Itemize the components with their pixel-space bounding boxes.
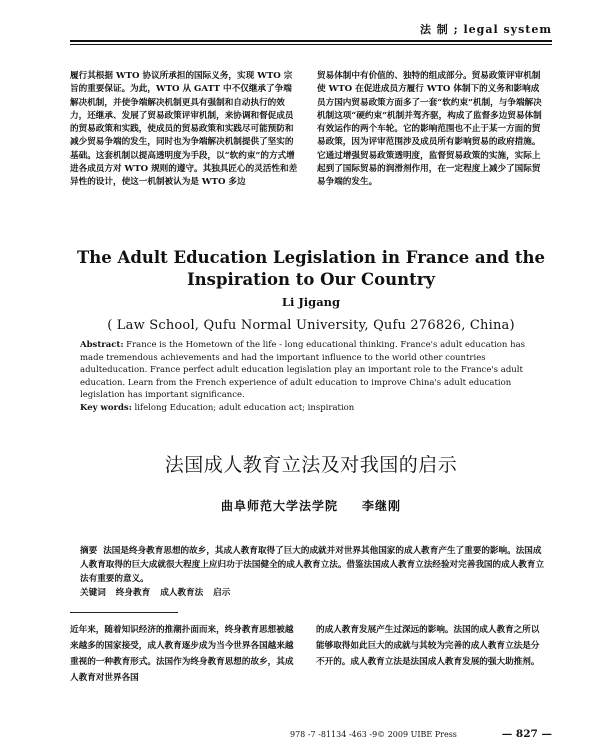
english-abstract-paragraph: [80, 339, 550, 402]
chinese-keyword-2: 成人教育法: [160, 588, 204, 598]
body-right-text: 的成人教育发展产生过深远的影响。法国的成人教育之所以能够取得如此巨大的成就与其较为完善的成人教育立法是分不开的。成人教育立法是法国成人教育发展的强大助推剂。: [316, 625, 540, 667]
chinese-abstract-label: 摘要: [80, 546, 98, 556]
chinese-keywords-label: 关键词: [80, 588, 106, 598]
english-affiliation: ( Law School, Qufu Normal University, Qufu 276826, China): [107, 318, 515, 333]
body-columns: [70, 622, 552, 702]
running-head: [70, 20, 552, 40]
chinese-author: 李继刚: [362, 499, 402, 513]
section-divider: [70, 612, 178, 613]
header-rule-thick: [70, 40, 552, 42]
chinese-byline: [70, 497, 552, 514]
english-keywords-label: Key words:: [80, 402, 132, 413]
chinese-abstract: [80, 544, 550, 600]
english-keywords: [80, 402, 550, 415]
english-abstract-text: France is the Hometown of the life - long educational thinking. France's adult education has made tremendous achievements and had the important influence to the world other countries adulteducation. France perfect adult education legislation play an important role to the France's adult education. Learn from the French experience of adult education to improve China's adult education legislation has important significance.: [80, 340, 526, 401]
chinese-title: 法国成人教育立法及对我国的启示: [164, 455, 458, 476]
english-keywords-text: lifelong Education; adult education act; inspiration: [131, 402, 355, 413]
chinese-abstract-paragraph: [80, 544, 550, 586]
english-abstract: [80, 339, 550, 415]
preceding-article-right-text: 贸易体制中有价值的、独特的组成部分。贸易政策评审机制使 WTO 在促进成员方履行 WTO 体制下的义务和影响成员方国内贸易政策方面多了一套“软约束”机制，与争端解决机制这项“硬约束”机制并驾齐驱，构成了监督多边贸易体制有效运作的两个车轮。它的影响范围也不止于某一方面的贸易政策，因为评审范围涉及成员所有影响贸易的政府措施。它通过增强贸易政策透明度，监督贸易政策的实施，实际上起到了国际贸易的润滑剂作用，在一定程度上减少了国际贸易争端的发生。: [317, 71, 542, 188]
running-head-text: 法 制 ; legal system: [419, 23, 552, 36]
body-left-column: [70, 622, 300, 686]
header-rule-thin: [70, 44, 552, 45]
english-abstract-label: Abstract:: [80, 340, 124, 350]
preceding-article-right-column: [317, 70, 545, 190]
preceding-article-columns: [70, 70, 552, 238]
chinese-school: 曲阜师范大学法学院: [220, 499, 338, 513]
english-title: The Adult Education Legislation in France and the Inspiration to Our Country: [77, 248, 545, 289]
preceding-article-left-text: 履行其根据 WTO 协议所承担的国际义务，实现 WTO 宗旨的重要保证。为此，WTO 从 GATT 中不仅继承了争端解决机制，并使争端解决机制更具有强制和自动执行的效力，还继承、发展了贸易政策评审机制，来协调和督促成员的贸易政策和实践，使成员的贸易政策和实践尽可能预防和减少贸易争端的发生，同时也为争端解决机制提供了坚实的基础。这套机制以提高透明度为手段，以“软约束”的方式增进各成员方对 WTO 规则的遵守。其独具匠心的灵活性和差异性的设计，使这一机制被认为是 WTO 多边: [70, 71, 298, 188]
chinese-keywords: [80, 586, 550, 600]
chinese-keyword-3: 启示: [213, 588, 231, 598]
footer-isbn: 978 -7 -81134 -463 -9© 2009 UIBE Press: [290, 730, 457, 739]
page-footer: [290, 729, 552, 743]
chinese-keyword-1: 终身教育: [115, 588, 151, 598]
preceding-article-left-column: [70, 70, 298, 190]
body-right-column: [316, 622, 546, 670]
chinese-abstract-text: 法国是终身教育思想的故乡，其成人教育取得了巨大的成就并对世界其他国家的成人教育产生了重要的影响。法国成人教育取得的巨大成就很大程度上应归功于法国健全的成人教育立法。借鉴法国成人教育立法经验对完善我国的成人教育立法有重要的意义。: [80, 546, 545, 584]
english-author: Li Jigang: [281, 295, 341, 309]
page-number: — 827 —: [501, 728, 552, 740]
body-left-text: 近年来，随着知识经济的推潮扑面而来，终身教育思想被越来越多的国家接受，成人教育逐步成为当今世界各国越来越重视的一种教育形式。法国作为终身教育思想的故乡，其成人教育对世界各国: [70, 625, 294, 683]
